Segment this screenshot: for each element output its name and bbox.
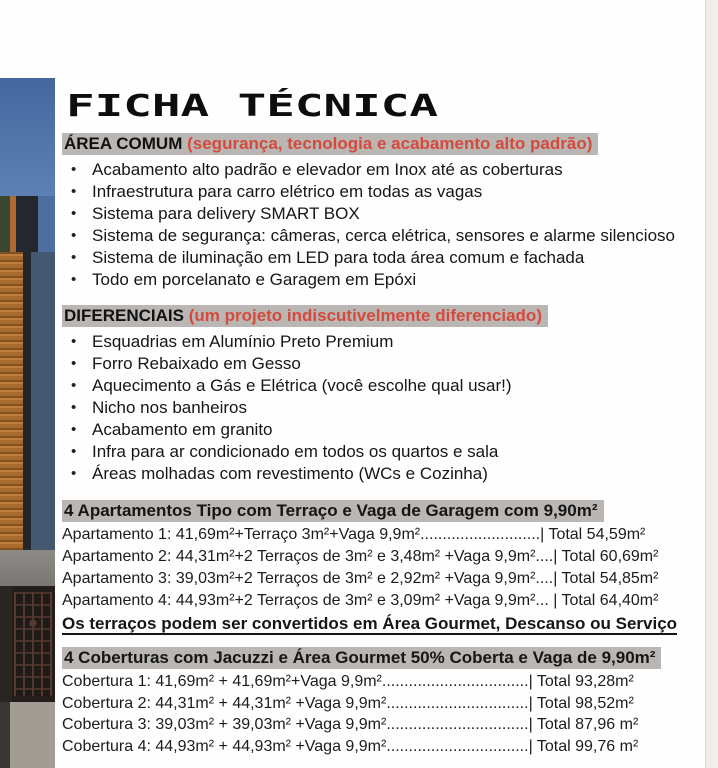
title-row (66, 88, 710, 126)
list-item: • Acabamento alto padrão e elevador em Inox até as coberturas (62, 159, 710, 181)
list-item: • Infra para ar condicionado em todos os quartos e sala (62, 441, 710, 463)
list-item: • Infraestrutura para carro elétrico em todas as vagas (62, 181, 710, 203)
table-row: Apartamento 4: 44,93m²+2 Terraços de 3m² e 3,09m² +Vaga 9,9m²... | Total 64,40m² (62, 592, 659, 609)
list-item: • Todo em porcelanato e Garagem em Epóxi (62, 269, 710, 291)
document-content (62, 88, 710, 757)
list-item: • Esquadrias em Alumínio Preto Premium (62, 331, 710, 353)
list-item: • Forro Rebaixado em Gesso (62, 353, 710, 375)
table-row: Cobertura 1: 41,69m² + 41,69m²+Vaga 9,9m².................................| Total 93,28m² (62, 673, 634, 690)
coberturas-rows (62, 671, 710, 757)
apartamentos-heading: 4 Apartamentos Tipo com Terraço e Vaga de Garagem com 9,90m² (62, 498, 710, 524)
table-row: Apartamento 3: 39,03m²+2 Terraços de 3m² e 2,92m² +Vaga 9,9m²....| Total 54,85m² (62, 570, 659, 587)
brick-facade-photo-region (0, 252, 55, 550)
roofline-photo-region (0, 196, 55, 252)
table-row: Apartamento 2: 44,31m²+2 Terraços de 3m² e 3,48m² +Vaga 9,9m²....| Total 60,69m² (62, 548, 659, 565)
diferenciais-list (62, 331, 710, 485)
table-row: Cobertura 3: 39,03m² + 39,03m² +Vaga 9,9m²................................| Total 87,96 m² (62, 716, 639, 733)
gate-ironwork (14, 592, 52, 696)
section-heading-label: DIFERENCIAIS (64, 306, 184, 325)
list-item: • Sistema de iluminação em LED para toda área comum e fachada (62, 247, 710, 269)
section-diferenciais-heading (62, 304, 710, 328)
table-row: Cobertura 4: 44,93m² + 44,93m² +Vaga 9,9m²................................| Total 99,76 m² (62, 737, 639, 755)
section-area-comum-heading (62, 132, 710, 156)
coberturas-heading: 4 Coberturas com Jacuzzi e Área Gourmet 50% Coberta e Vaga de 9,90m² (62, 645, 710, 671)
section-heading-label: ÁREA COMUM (64, 134, 183, 153)
section-heading-note: (um projeto indiscutivelmente diferenciado) (188, 306, 542, 325)
apartamentos-rows (62, 524, 710, 612)
brick-texture (0, 252, 23, 550)
apartamentos-block (62, 498, 710, 635)
page-title: FICHA TÉCNICA (66, 89, 301, 124)
building-photo (0, 78, 55, 768)
table-row: Cobertura 2: 44,31m² + 44,31m² +Vaga 9,9m²................................| Total 98,52m² (62, 694, 634, 712)
concrete-band-photo-region (0, 550, 55, 586)
entrance-gate-photo-region (0, 586, 55, 702)
list-item: • Aquecimento a Gás e Elétrica (você escolhe qual usar!) (62, 375, 710, 397)
sidewalk-photo-region (0, 702, 55, 768)
list-item: • Sistema de segurança: câmeras, cerca elétrica, sensores e alarme silencioso (62, 225, 710, 247)
list-item: • Nicho nos banheiros (62, 397, 710, 419)
sky-photo-region (0, 78, 55, 196)
section-heading-note: (segurança, tecnologia e acabamento alto padrão) (187, 134, 593, 153)
table-row: Apartamento 1: 41,69m²+Terraço 3m²+Vaga 9,9m²...........................| Total 54,59m² (62, 526, 646, 543)
list-item: • Áreas molhadas com revestimento (WCs e Cozinha) (62, 463, 710, 485)
area-comum-list (62, 159, 710, 291)
terracos-note: Os terraços podem ser convertidos em Área Gourmet, Descanso ou Serviço (62, 614, 678, 633)
list-item: • Sistema para delivery SMART BOX (62, 203, 710, 225)
list-item: • Acabamento em granito (62, 419, 710, 441)
coberturas-block (62, 645, 710, 757)
